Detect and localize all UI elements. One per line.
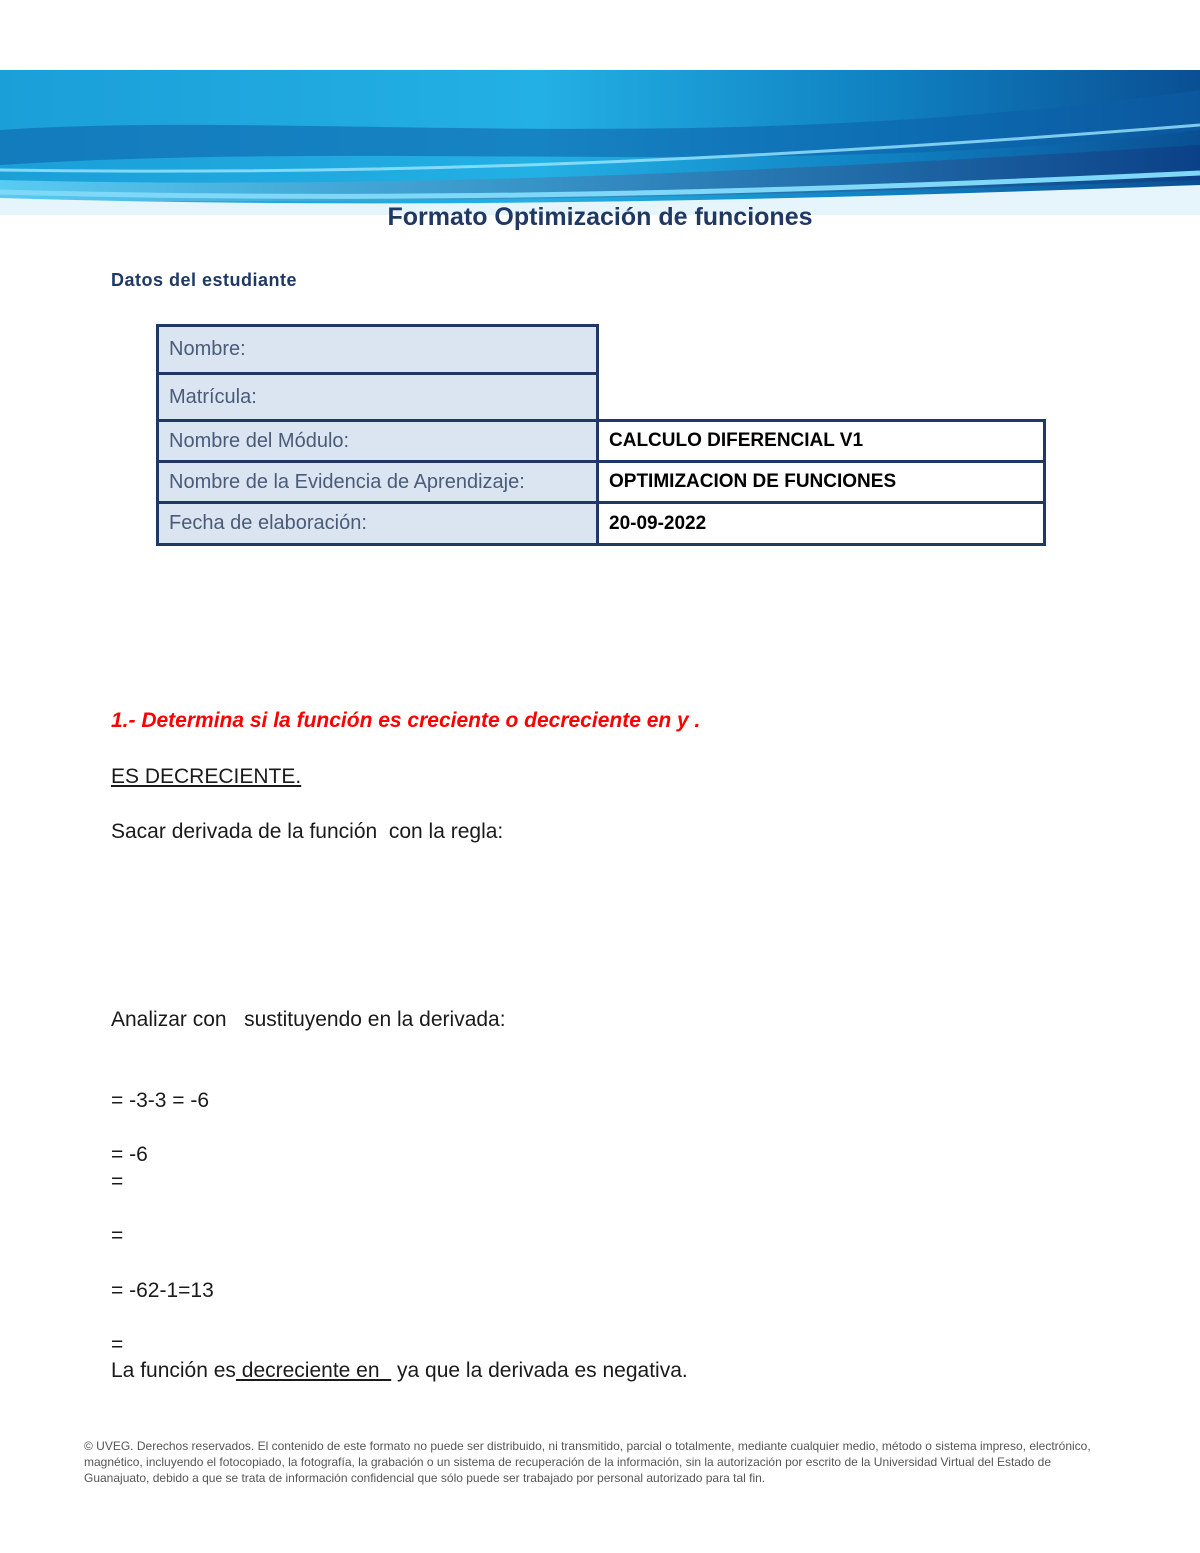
- equation-5: = -62-1=13: [111, 1279, 214, 1302]
- student-info-table: [156, 324, 1046, 546]
- conclusion-underlined: decreciente en: [235, 1359, 392, 1382]
- question-1: 1.- Determina si la función es creciente o decreciente en y .: [111, 709, 701, 732]
- evidence-value: OPTIMIZACION DE FUNCIONES: [596, 460, 1046, 504]
- student-section-heading: Datos del estudiante: [111, 270, 298, 290]
- conclusion-start: La función es: [111, 1359, 236, 1382]
- equation-6: =: [111, 1333, 124, 1356]
- conclusion: [111, 1359, 688, 1383]
- date-value: 20-09-2022: [596, 501, 1046, 546]
- equation-2: = -6: [111, 1143, 148, 1166]
- module-value: CALCULO DIFERENCIAL V1: [596, 419, 1046, 463]
- page-title: Formato Optimización de funciones: [387, 203, 813, 231]
- module-label: Nombre del Módulo:: [156, 419, 599, 463]
- date-label: Fecha de elaboración:: [156, 501, 599, 546]
- header-banner: [0, 70, 1200, 215]
- equation-1: = -3-3 = -6: [111, 1089, 210, 1112]
- evidence-label: Nombre de la Evidencia de Aprendizaje:: [156, 460, 599, 504]
- equation-4: =: [111, 1224, 124, 1247]
- name-label: Nombre:: [156, 324, 599, 375]
- conclusion-end: ya que la derivada es negativa.: [391, 1359, 688, 1382]
- equation-3: =: [111, 1170, 124, 1193]
- derivative-intro: Sacar derivada de la función con la regla:: [111, 820, 504, 843]
- answer-heading: ES DECRECIENTE.: [111, 765, 302, 788]
- id-label: Matrícula:: [156, 372, 599, 422]
- copyright-footer: © UVEG. Derechos reservados. El contenido de este formato no puede ser distribuido, ni transmitido, parcial o totalmente, mediante cualquier medio, método o sistema impreso, electrónico, magnético, incluyendo el fotocopiado, la fotografía, la grabación o un sistema de recuperación de la información, sin la autorización por escrito de la Universidad Virtual del Estado de Guanajuato, debido a que se trata de información confidencial que sólo puede ser trabajado por personal autorizado para tal fin.: [84, 1439, 1091, 1485]
- analyze-text: Analizar con sustituyendo en la derivada:: [111, 1008, 506, 1031]
